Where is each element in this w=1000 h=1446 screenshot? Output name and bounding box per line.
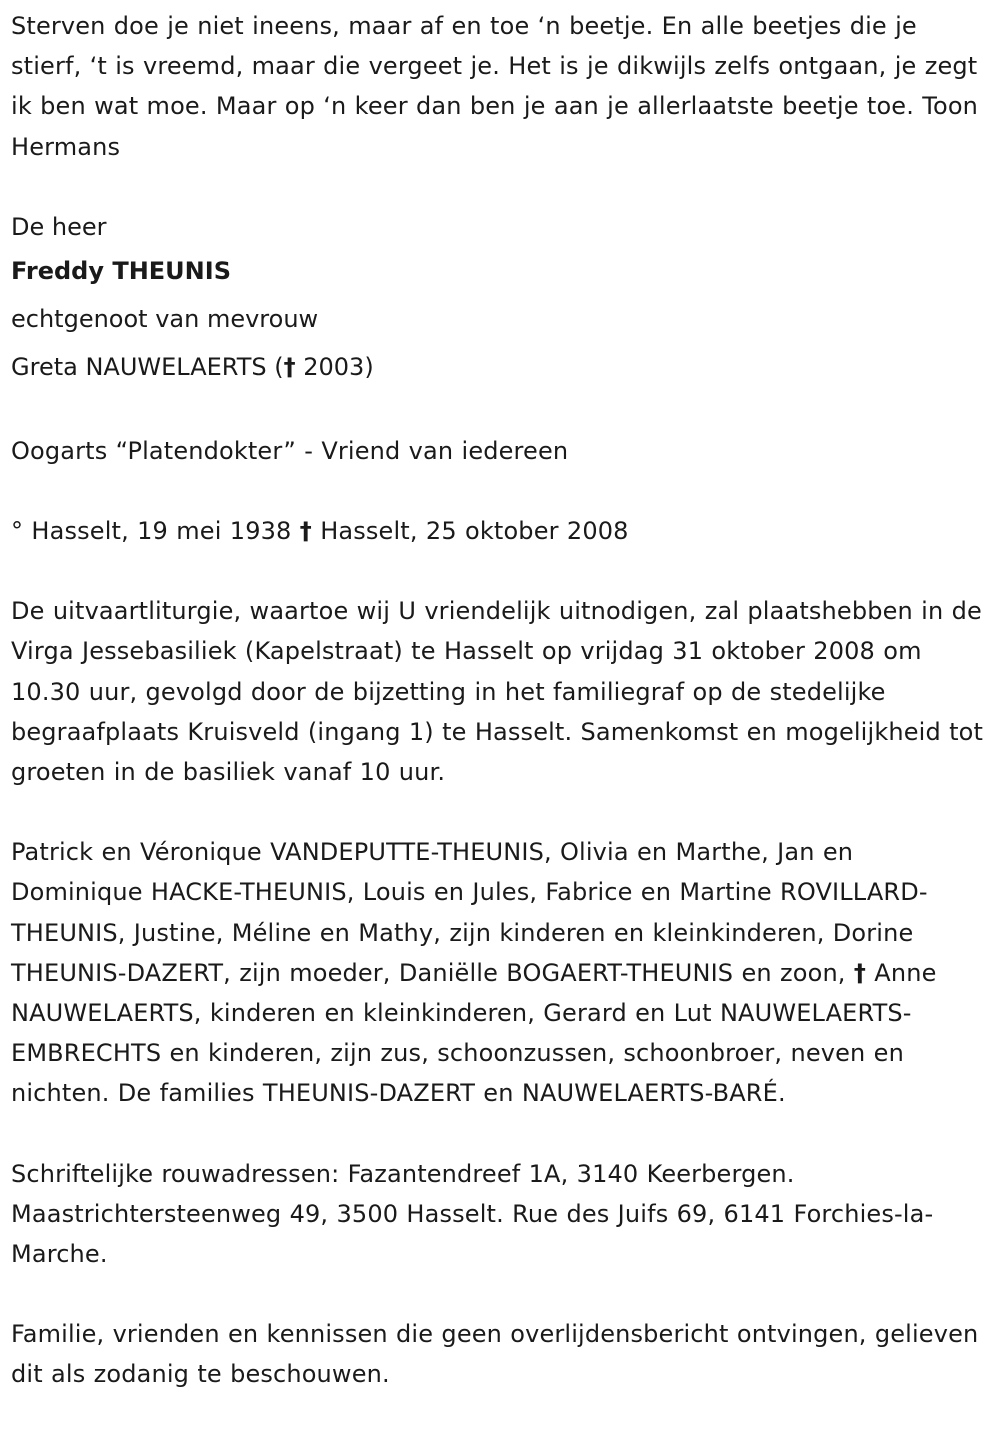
spacer (11, 167, 988, 207)
family-part-2: Anne NAUWELAERTS, kinderen en kleinkinderen, Gerard en Lut NAUWELAERTS-EMBRECHTS en kinderen, zijn zus, schoonzussen, schoonbroer, neven en nichten. De families THEUNIS-DAZERT en NAUWELAERTS-BARÉ. (11, 958, 937, 1108)
spacer (11, 1274, 988, 1314)
deceased-name: Freddy THEUNIS (11, 256, 231, 285)
spacer (11, 391, 988, 431)
spouse-name: Greta NAUWELAERTS ( (11, 352, 284, 381)
death-info: Hasselt, 25 oktober 2008 (311, 517, 629, 546)
family-part-1: Patrick en Véronique VANDEPUTTE-THEUNIS, Olivia en Marthe, Jan en Dominique HACKE-THEUNIS, Louis en Jules, Fabrice en Martine ROVILLARD-THEUNIS, Justine, Méline en Mathy, zijn kinderen en kleinkinderen, Dorine THEUNIS-DAZERT, zijn moeder, Daniëlle BOGAERT-THEUNIS en zoon, (11, 838, 928, 987)
cross-icon: † (299, 517, 312, 546)
ceremony-paragraph: De uitvaartliturgie, waartoe wij U vriendelijk uitnodigen, zal plaatshebben in de Virga Jessebasiliek (Kapelstraat) te Hasselt op vrijdag 31 oktober 2008 om 10.30 uur, gevolgd door de bijzetting in het familiegraf op de stedelijke begraafplaats Kruisveld (ingang 1) te Hasselt. Samenkomst en mogelijkheid tot groeten in de basiliek vanaf 10 uur. (11, 597, 984, 787)
birth-info: ° Hasselt, 19 mei 1938 (11, 517, 300, 546)
spacer (11, 551, 988, 591)
addresses-paragraph: Schriftelijke rouwadressen: Fazantendreef 1A, 3140 Keerbergen. Maastrichtersteenweg 49, 3500 Hasselt. Rue des Juifs 69, 6141 Forchies-la-Marche. (11, 1159, 934, 1269)
deceased-block (11, 207, 988, 391)
quote-paragraph: Sterven doe je niet ineens, maar af en toe ‘n beetje. En alle beetjes die je stierf, ‘t is vreemd, maar die vergeet je. Het is je dikwijls zelfs ontgaan, je zegt ik ben wat moe. Maar op ‘n keer dan ben je aan je allerlaatste beetje toe. Toon Hermans (11, 12, 979, 161)
cross-icon: † (283, 352, 296, 381)
occupation-line: Oogarts “Platendokter” - Vriend van iedereen (11, 436, 569, 465)
title-prefix: De heer (11, 212, 107, 241)
cross-icon: † (853, 958, 867, 987)
family-paragraph (11, 832, 988, 1113)
spouse-line (11, 343, 988, 391)
notice-paragraph: Familie, vrienden en kennissen die geen overlijdensbericht ontvingen, gelieven dit als zodanig te beschouwen. (11, 1320, 979, 1389)
spouse-death-year: 2003) (295, 352, 374, 381)
spouse-relation: echtgenoot van mevrouw (11, 304, 319, 333)
spacer (11, 471, 988, 511)
spacer (11, 1114, 988, 1154)
spacer (11, 792, 988, 832)
life-dates-line (11, 511, 988, 551)
